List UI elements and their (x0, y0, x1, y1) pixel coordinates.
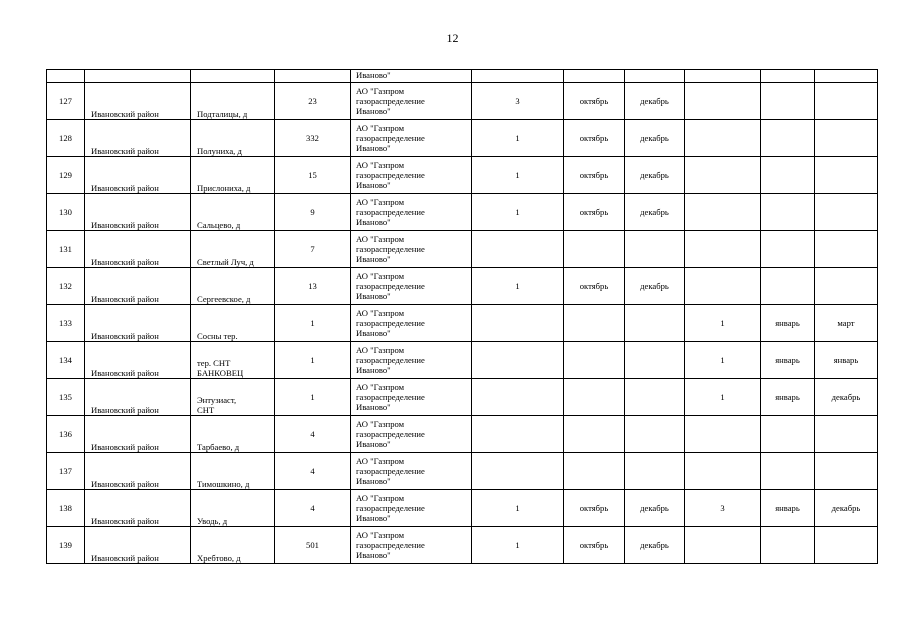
count-cell: 1 (275, 342, 351, 379)
start-month-a-cell (564, 70, 625, 83)
count-cell: 4 (275, 416, 351, 453)
district-cell: Ивановский район (85, 194, 191, 231)
district-cell: Ивановский район (85, 342, 191, 379)
organization-cell: АО "Газпром газораспределение Иваново" (351, 83, 472, 120)
locality-cell: Сергеевское, д (191, 268, 275, 305)
organization-cell: АО "Газпром газораспределение Иваново" (351, 379, 472, 416)
units-b-cell (685, 231, 761, 268)
start-month-a-cell: октябрь (564, 490, 625, 527)
district-cell: Ивановский район (85, 379, 191, 416)
row-number-cell: 137 (47, 453, 85, 490)
start-month-b-cell (761, 231, 815, 268)
district-cell: Ивановский район (85, 157, 191, 194)
table-row (47, 120, 878, 157)
organization-cell: АО "Газпром газораспределение Иваново" (351, 527, 472, 564)
start-month-b-cell (761, 453, 815, 490)
count-cell: 332 (275, 120, 351, 157)
end-month-a-cell: декабрь (625, 490, 685, 527)
table-row (47, 157, 878, 194)
row-number-cell: 134 (47, 342, 85, 379)
table-row (47, 379, 878, 416)
row-number-cell: 136 (47, 416, 85, 453)
row-number-cell: 131 (47, 231, 85, 268)
start-month-b-cell: январь (761, 305, 815, 342)
locality-cell: Тимошкино, д (191, 453, 275, 490)
start-month-a-cell: октябрь (564, 157, 625, 194)
start-month-a-cell (564, 379, 625, 416)
page-number: 12 (446, 31, 459, 45)
units-b-cell (685, 527, 761, 564)
units-b-cell (685, 268, 761, 305)
end-month-a-cell (625, 342, 685, 379)
row-number-cell: 127 (47, 83, 85, 120)
end-month-b-cell: декабрь (815, 490, 878, 527)
table-row (47, 490, 878, 527)
start-month-a-cell (564, 453, 625, 490)
end-month-b-cell (815, 453, 878, 490)
end-month-a-cell: декабрь (625, 120, 685, 157)
end-month-a-cell: декабрь (625, 268, 685, 305)
start-month-b-cell (761, 157, 815, 194)
units-b-cell (685, 194, 761, 231)
end-month-b-cell: январь (815, 342, 878, 379)
end-month-a-cell: декабрь (625, 157, 685, 194)
start-month-b-cell (761, 83, 815, 120)
organization-cell: АО "Газпром газораспределение Иваново" (351, 157, 472, 194)
end-month-b-cell (815, 83, 878, 120)
end-month-a-cell: декабрь (625, 83, 685, 120)
organization-cell: Иваново" (351, 70, 472, 83)
end-month-a-cell (625, 231, 685, 268)
organization-cell: АО "Газпром газораспределение Иваново" (351, 342, 472, 379)
start-month-b-cell (761, 268, 815, 305)
table-row (47, 453, 878, 490)
locality-cell: Хребтово, д (191, 527, 275, 564)
district-cell: Ивановский район (85, 268, 191, 305)
start-month-a-cell (564, 342, 625, 379)
start-month-a-cell: октябрь (564, 194, 625, 231)
table-row (47, 194, 878, 231)
units-a-cell (472, 305, 564, 342)
end-month-b-cell (815, 70, 878, 83)
units-a-cell: 1 (472, 527, 564, 564)
start-month-b-cell: январь (761, 342, 815, 379)
end-month-a-cell (625, 305, 685, 342)
end-month-a-cell: декабрь (625, 194, 685, 231)
units-b-cell (685, 453, 761, 490)
start-month-b-cell (761, 416, 815, 453)
start-month-a-cell (564, 305, 625, 342)
district-cell: Ивановский район (85, 305, 191, 342)
end-month-b-cell (815, 268, 878, 305)
locality-cell: Прислониха, д (191, 157, 275, 194)
start-month-b-cell (761, 527, 815, 564)
count-cell: 13 (275, 268, 351, 305)
end-month-a-cell (625, 379, 685, 416)
row-number-cell: 139 (47, 527, 85, 564)
units-a-cell: 1 (472, 157, 564, 194)
units-b-cell (685, 83, 761, 120)
units-b-cell (685, 120, 761, 157)
start-month-a-cell: октябрь (564, 268, 625, 305)
table-row (47, 268, 878, 305)
count-cell: 23 (275, 83, 351, 120)
row-number-cell (47, 70, 85, 83)
count-cell: 15 (275, 157, 351, 194)
units-b-cell: 1 (685, 305, 761, 342)
start-month-a-cell (564, 416, 625, 453)
row-number-cell: 133 (47, 305, 85, 342)
count-cell: 7 (275, 231, 351, 268)
organization-cell: АО "Газпром газораспределение Иваново" (351, 490, 472, 527)
units-a-cell (472, 231, 564, 268)
units-a-cell: 3 (472, 83, 564, 120)
district-cell (85, 70, 191, 83)
units-b-cell (685, 157, 761, 194)
locality-cell: Уводь, д (191, 490, 275, 527)
district-cell: Ивановский район (85, 120, 191, 157)
count-cell: 4 (275, 490, 351, 527)
locality-cell: Подталицы, д (191, 83, 275, 120)
start-month-b-cell (761, 120, 815, 157)
units-a-cell (472, 416, 564, 453)
district-cell: Ивановский район (85, 231, 191, 268)
end-month-b-cell (815, 194, 878, 231)
organization-cell: АО "Газпром газораспределение Иваново" (351, 268, 472, 305)
row-number-cell: 130 (47, 194, 85, 231)
units-a-cell: 1 (472, 120, 564, 157)
units-a-cell (472, 453, 564, 490)
table-row (47, 527, 878, 564)
district-cell: Ивановский район (85, 490, 191, 527)
start-month-b-cell (761, 194, 815, 231)
count-cell: 1 (275, 305, 351, 342)
organization-cell: АО "Газпром газораспределение Иваново" (351, 120, 472, 157)
locality-cell: Сальцево, д (191, 194, 275, 231)
end-month-a-cell (625, 416, 685, 453)
units-b-cell: 3 (685, 490, 761, 527)
district-cell: Ивановский район (85, 453, 191, 490)
end-month-b-cell (815, 120, 878, 157)
count-cell: 9 (275, 194, 351, 231)
end-month-a-cell (625, 453, 685, 490)
table-row (47, 83, 878, 120)
end-month-b-cell (815, 231, 878, 268)
district-cell: Ивановский район (85, 527, 191, 564)
row-number-cell: 138 (47, 490, 85, 527)
organization-cell: АО "Газпром газораспределение Иваново" (351, 453, 472, 490)
units-b-cell (685, 416, 761, 453)
start-month-a-cell: октябрь (564, 120, 625, 157)
table-row (47, 342, 878, 379)
gasification-schedule-table (46, 69, 878, 564)
count-cell (275, 70, 351, 83)
count-cell: 1 (275, 379, 351, 416)
end-month-b-cell (815, 527, 878, 564)
end-month-a-cell (625, 70, 685, 83)
units-a-cell: 1 (472, 268, 564, 305)
continuation-row (47, 70, 878, 83)
units-a-cell (472, 342, 564, 379)
table-row (47, 305, 878, 342)
units-b-cell: 1 (685, 379, 761, 416)
units-a-cell: 1 (472, 490, 564, 527)
row-number-cell: 128 (47, 120, 85, 157)
table-row (47, 416, 878, 453)
locality-cell: тер. СНТ БАНКОВЕЦ (191, 342, 275, 379)
start-month-a-cell: октябрь (564, 527, 625, 564)
end-month-b-cell: март (815, 305, 878, 342)
organization-cell: АО "Газпром газораспределение Иваново" (351, 194, 472, 231)
locality-cell: Сосны тер. (191, 305, 275, 342)
organization-cell: АО "Газпром газораспределение Иваново" (351, 305, 472, 342)
row-number-cell: 132 (47, 268, 85, 305)
start-month-b-cell (761, 70, 815, 83)
row-number-cell: 135 (47, 379, 85, 416)
locality-cell: Энтузиаст, СНТ (191, 379, 275, 416)
locality-cell: Тарбаево, д (191, 416, 275, 453)
units-b-cell (685, 70, 761, 83)
locality-cell (191, 70, 275, 83)
start-month-a-cell: октябрь (564, 83, 625, 120)
district-cell: Ивановский район (85, 83, 191, 120)
district-cell: Ивановский район (85, 416, 191, 453)
end-month-b-cell: декабрь (815, 379, 878, 416)
units-a-cell (472, 379, 564, 416)
locality-cell: Полуниха, д (191, 120, 275, 157)
count-cell: 501 (275, 527, 351, 564)
end-month-b-cell (815, 416, 878, 453)
locality-cell: Светлый Луч, д (191, 231, 275, 268)
table-body (47, 70, 878, 564)
organization-cell: АО "Газпром газораспределение Иваново" (351, 231, 472, 268)
organization-cell: АО "Газпром газораспределение Иваново" (351, 416, 472, 453)
end-month-a-cell: декабрь (625, 527, 685, 564)
units-b-cell: 1 (685, 342, 761, 379)
end-month-b-cell (815, 157, 878, 194)
row-number-cell: 129 (47, 157, 85, 194)
units-a-cell (472, 70, 564, 83)
start-month-a-cell (564, 231, 625, 268)
count-cell: 4 (275, 453, 351, 490)
start-month-b-cell: январь (761, 490, 815, 527)
table-row (47, 231, 878, 268)
units-a-cell: 1 (472, 194, 564, 231)
start-month-b-cell: январь (761, 379, 815, 416)
